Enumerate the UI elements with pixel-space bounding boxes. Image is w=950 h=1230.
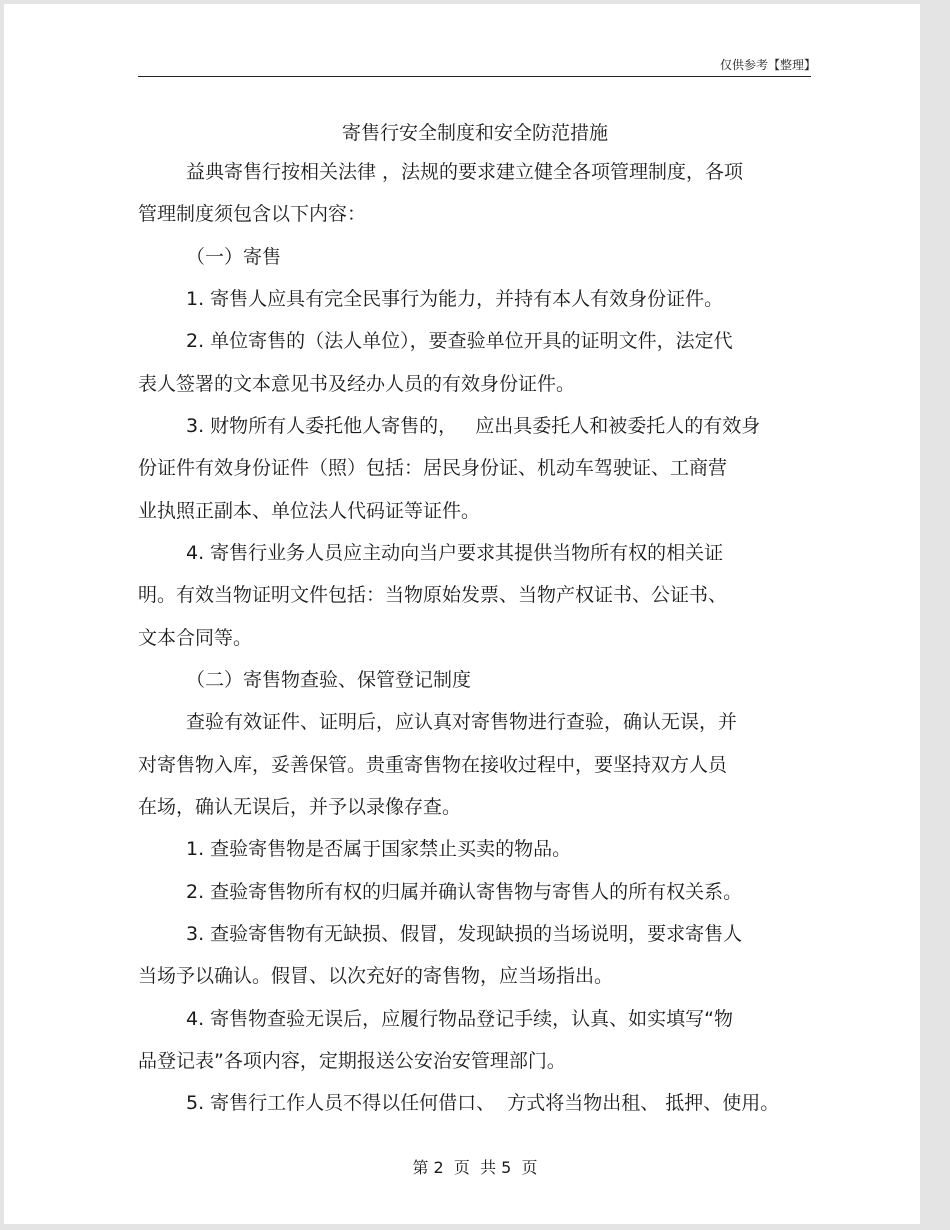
list-item: 3. 财物所有人委托他人寄售的， 应出具委托人和被委托人的有效身 xyxy=(186,415,761,437)
body-line: 文本合同等。 xyxy=(138,627,253,649)
body-line: 当场予以确认。假冒、以次充好的寄售物，应当场指出。 xyxy=(138,965,614,987)
list-item: 2. 单位寄售的（法人单位），要查验单位开具的证明文件，法定代 xyxy=(186,330,733,352)
body-line: 管理制度须包含以下内容： xyxy=(138,203,367,225)
page-footer: 第 2 页 共 5 页 xyxy=(412,1158,538,1177)
body-line: 表人签署的文本意见书及经办人员的有效身份证件。 xyxy=(138,373,576,395)
body-line: 益典寄售行按相关法律 ，法规的要求建立健全各项管理制度，各项 xyxy=(186,161,744,183)
document-page xyxy=(4,4,920,1224)
body-line: 份证件有效身份证件（照）包括：居民身份证、机动车驾驶证、工商营 xyxy=(138,457,728,479)
section-heading: （一）寄售 xyxy=(186,246,282,268)
list-item: 1. 查验寄售物是否属于国家禁止买卖的物品。 xyxy=(186,838,572,860)
body-line: 查验有效证件、证明后，应认真对寄售物进行查验，确认无误，并 xyxy=(186,711,738,733)
body-line: 业执照正副本、单位法人代码证等证件。 xyxy=(138,500,481,522)
body-line: 品登记表”各项内容，定期报送公安治安管理部门。 xyxy=(138,1050,566,1072)
list-item: 5. 寄售行工作人员不得以任何借口、 方式将当物出租、 抵押、使用。 xyxy=(186,1092,780,1114)
body-line: 在场，确认无误后，并予以录像存查。 xyxy=(138,796,462,818)
header-divider xyxy=(138,76,811,77)
list-item: 4. 寄售物查验无误后，应履行物品登记手续，认真、如实填写“物 xyxy=(186,1008,734,1030)
body-line: 对寄售物入库，妥善保管。贵重寄售物在接收过程中，要坚持双方人员 xyxy=(138,754,728,776)
section-heading: （二）寄售物查验、保管登记制度 xyxy=(186,669,472,691)
list-item: 2. 查验寄售物所有权的归属并确认寄售物与寄售人的所有权关系。 xyxy=(186,881,743,903)
list-item: 1. 寄售人应具有完全民事行为能力，并持有本人有效身份证件。 xyxy=(186,288,724,310)
document-title: 寄售行安全制度和安全防范措施 xyxy=(341,122,608,144)
header-note: 仅供参考【整理】 xyxy=(720,58,817,72)
body-line: 明。有效当物证明文件包括：当物原始发票、当物产权证书、公证书、 xyxy=(138,584,728,606)
list-item: 3. 查验寄售物有无缺损、假冒，发现缺损的当场说明，要求寄售人 xyxy=(186,923,743,945)
list-item: 4. 寄售行业务人员应主动向当户要求其提供当物所有权的相关证 xyxy=(186,542,724,564)
